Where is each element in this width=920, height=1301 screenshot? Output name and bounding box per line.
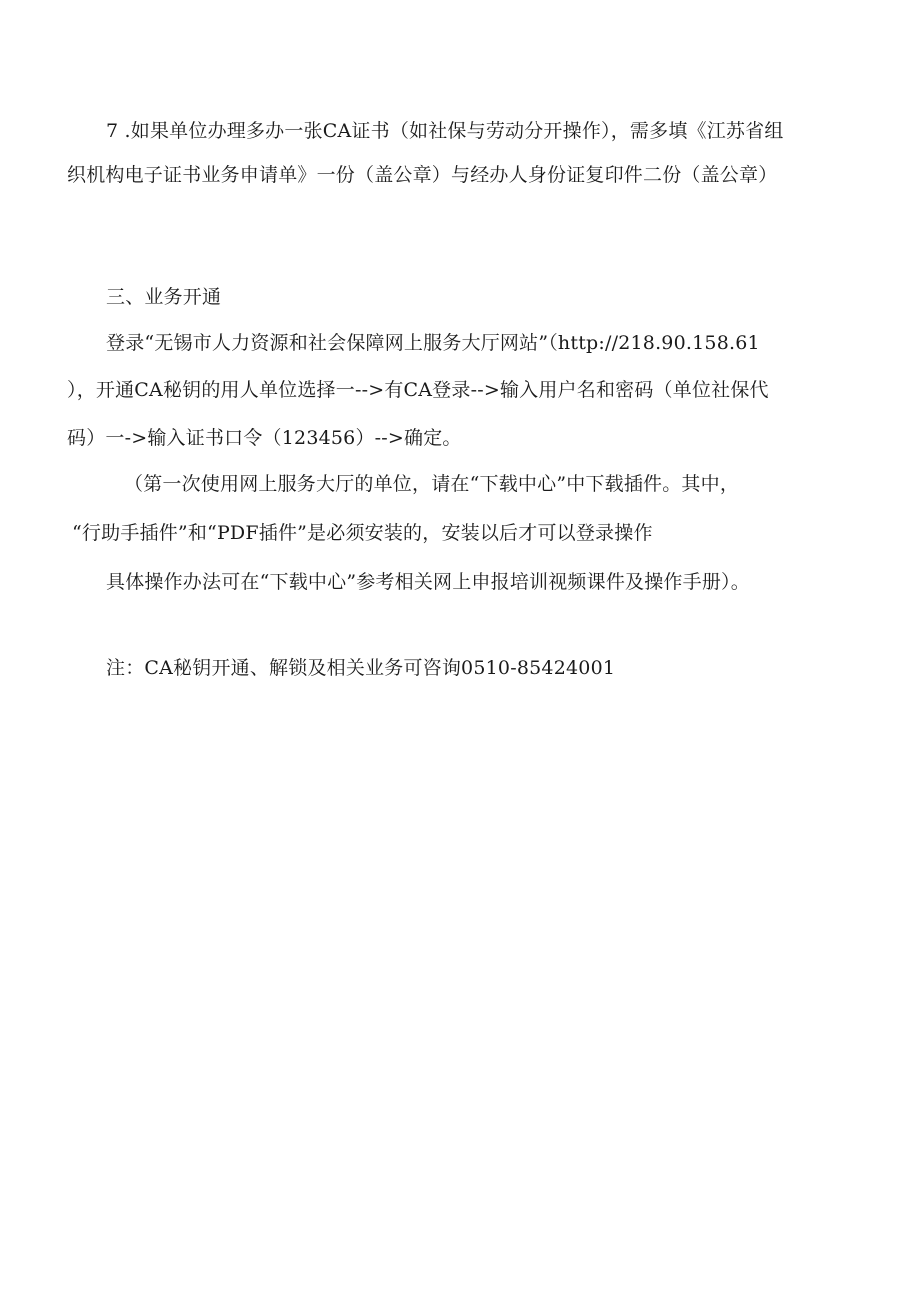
contact-note: 注：CA秘钥开通、解锁及相关业务可咨询0510-85424001	[106, 657, 616, 679]
plugin-note-line2: “行助手插件”和“PDF插件”是必须安装的，安装以后才可以登录操作	[72, 522, 653, 544]
login-paragraph-line1: 登录“无锡市人力资源和社会保障网上服务大厅网站”（http://218.90.158.61	[106, 332, 760, 354]
login-paragraph-line2: ），开通CA秘钥的用人单位选择一-->有CA登录-->输入用户名和密码（单位社保代	[67, 379, 769, 401]
item7-line1: 7 .如果单位办理多办一张CA证书（如社保与劳动分开操作），需多填《江苏省组	[106, 120, 784, 142]
login-paragraph-line3: 码）一->输入证书口令（123456）-->确定。	[67, 427, 462, 449]
plugin-note-line3: 具体操作办法可在“下载中心”参考相关网上申报培训视频课件及操作手册）。	[106, 571, 750, 593]
plugin-note-line1: （第一次使用网上服务大厅的单位，请在“下载中心”中下载插件。其中，	[124, 473, 740, 495]
item7-line2: 织机构电子证书业务申请单》一份（盖公章）与经办人身份证复印件二份（盖公章）	[67, 164, 778, 186]
section-heading: 三、业务开通	[106, 286, 222, 308]
